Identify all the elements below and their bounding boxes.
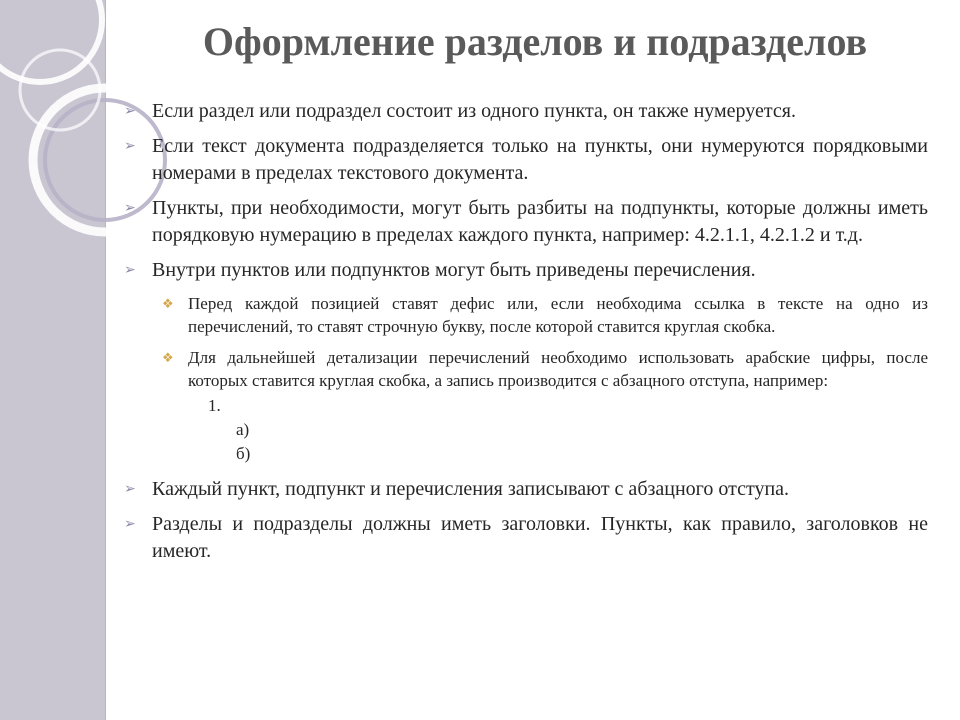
sub-bullet-text: Перед каждой позицией ставят дефис или, если необходима ссылка в тексте на одно из перечислений, то ставят строчную букву, после которой ставится круглая скобка.	[188, 294, 928, 336]
bullet-text: Каждый пункт, подпункт и перечисления записывают с абзацного отступа.	[152, 478, 790, 500]
arrow-bullet-icon: ➢	[124, 104, 136, 119]
diamond-bullet-icon: ❖	[162, 350, 174, 365]
arrow-bullet-icon: ➢	[124, 517, 136, 532]
bullet-text: Внутри пунктов или подпунктов могут быть приведены перечисления.	[152, 259, 756, 281]
diamond-bullet-icon: ❖	[162, 296, 174, 311]
bullet-item	[124, 98, 928, 125]
bullet-item	[124, 133, 928, 187]
enum-level-1: 1.	[208, 396, 221, 415]
enumeration-example	[124, 394, 928, 466]
sub-bullet-item	[124, 346, 928, 392]
bullet-text: Разделы и подразделы должны иметь заголовки. Пункты, как правило, заголовков не имеют.	[152, 513, 928, 562]
slide-title: Оформление разделов и подразделов	[202, 19, 868, 64]
bullet-item	[124, 476, 928, 503]
sub-bullet-item	[124, 292, 928, 338]
bullet-text: Если раздел или подраздел состоит из одного пункта, он также нумеруется.	[152, 100, 796, 122]
arrow-bullet-icon: ➢	[124, 139, 136, 154]
arrow-bullet-icon: ➢	[124, 482, 136, 497]
enum-level-2-a: а)	[236, 420, 250, 439]
bullet-text: Если текст документа подразделяется только на пункты, они нумеруются порядковыми номерами в пределах текстового документа.	[152, 135, 928, 184]
enum-level-2-b: б)	[236, 444, 251, 463]
ring-top	[0, 0, 102, 82]
bullet-item	[124, 511, 928, 565]
arrow-bullet-icon: ➢	[124, 201, 136, 216]
slide-content	[124, 98, 928, 573]
arrow-bullet-icon: ➢	[124, 263, 136, 278]
sub-bullet-text: Для дальнейшей детализации перечислений необходимо использовать арабские цифры, после которых ставится круглая скобка, а запись производится с абзацного отступа, например:	[188, 348, 928, 390]
bullet-text: Пункты, при необходимости, могут быть разбиты на подпункты, которые должны иметь порядковую нумерацию в пределах каждого пункта, например: 4.2.1.1, 4.2.1.2 и т.д.	[152, 197, 928, 246]
bullet-item	[124, 257, 928, 284]
bullet-item	[124, 195, 928, 249]
